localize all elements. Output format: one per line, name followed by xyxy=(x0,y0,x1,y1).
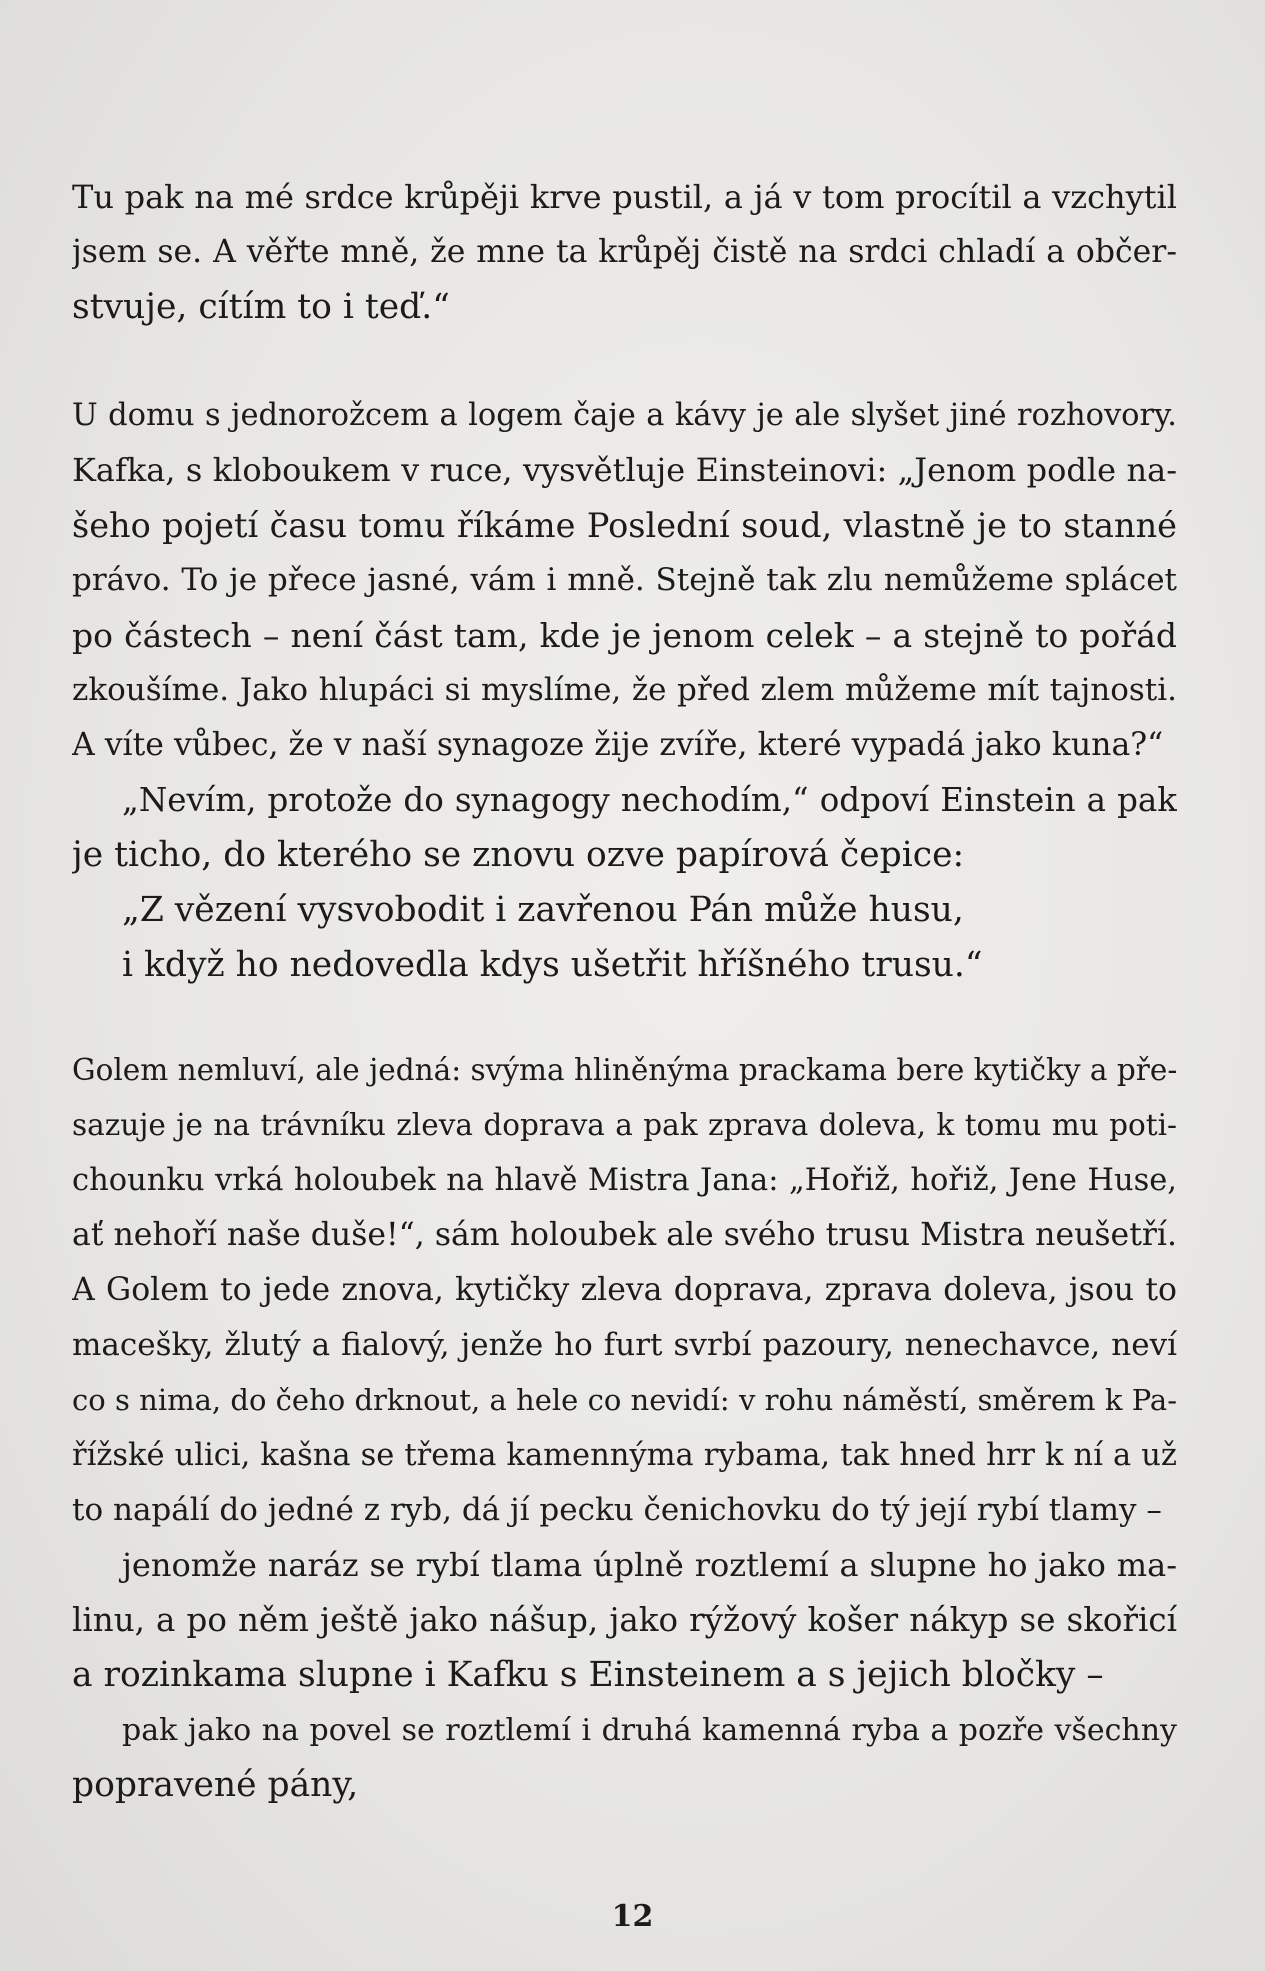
text-line: po částech – není část tam, kde je jenom celek – a stejně to pořád xyxy=(72,616,1177,655)
text-line: stvuje, cítím to i teď.“ xyxy=(72,287,450,327)
text-line: linu, a po něm ještě jako nášup, jako rýžový košer nákyp se skořicí xyxy=(72,1601,1177,1639)
text-line: jsem se. A věřte mně, že mne ta krůpěj čistě na srdci chladí a občer- xyxy=(72,234,1177,270)
text-line: chounku vrká holoubek na hlavě Mistra Jana: „Hořiž, hořiž, Jene Huse, xyxy=(72,1163,1177,1198)
text-line: sazuje je na trávníku zleva doprava a pak zprava doleva, k tomu mu poti- xyxy=(72,1108,1177,1142)
text-line: U domu s jednorožcem a logem čaje a kávy je ale slyšet jiné rozhovory. xyxy=(72,398,1177,433)
text-line: to napálí do jedné z ryb, dá jí pecku čenichovku do tý její rybí tlamy – xyxy=(72,1492,1162,1528)
text-line: právo. To je přece jasné, vám i mně. Stejně tak zlu nemůžeme splácet xyxy=(72,562,1177,598)
text-line: řížské ulici, kašna se třema kamennýma rybama, tak hned hrr k ní a už xyxy=(72,1438,1177,1473)
text-line: A Golem to jede znova, kytičky zleva doprava, zprava doleva, jsou to xyxy=(72,1272,1177,1308)
text-line: a rozinkama slupne i Kafku s Einsteinem a s jejich bločky – xyxy=(72,1655,1104,1695)
text-line: Kafka, s kloboukem v ruce, vysvětluje Einsteinovi: „Jenom podle na- xyxy=(72,451,1177,489)
verse-line: „Z vězení vysvobodit i zavřenou Pán může husu, xyxy=(122,890,964,930)
paragraph xyxy=(72,1043,1177,1813)
text-line: Golem nemluví, ale jedná: svýma hliněnýma prackama bere kytičky a pře- xyxy=(72,1053,1177,1087)
text-line: popravené pány, xyxy=(72,1765,359,1805)
text-line: pak jako na povel se roztlemí i druhá kamenná ryba a pozře všechny xyxy=(122,1713,1177,1748)
text-line: „Nevím, protože do synagogy nechodím,“ odpoví Einstein a pak xyxy=(122,781,1177,819)
verse-line: i když ho nedovedla kdys ušetřit hříšného trusu.“ xyxy=(122,945,983,985)
text-line: zkoušíme. Jako hlupáci si myslíme, že před zlem můžeme mít tajnosti. xyxy=(72,672,1177,708)
paragraph xyxy=(72,170,1177,335)
text-line: co s nima, do čeho drknout, a hele co nevidí: v rohu náměstí, směrem k Pa- xyxy=(72,1383,1177,1417)
text-line: Tu pak na mé srdce krůpěji krve pustil, a já v tom procítil a vzchytil xyxy=(72,178,1177,216)
page-number: 12 xyxy=(611,1899,654,1934)
text-line: je ticho, do kterého se znovu ozve papírová čepice: xyxy=(72,835,965,875)
text-line: macešky, žlutý a fialový, jenže ho furt svrbí pazoury, nenechavce, neví xyxy=(72,1327,1177,1363)
text-line: A víte vůbec, že v naší synagoze žije zvíře, které vypadá jako kuna?“ xyxy=(72,727,1164,763)
paragraph xyxy=(72,388,1177,993)
text-line: jenomže naráz se rybí tlama úplně roztlemí a slupne ho jako ma- xyxy=(122,1546,1177,1584)
text-line: ať nehoří naše duše!“, sám holoubek ale svého trusu Mistra neušetří. xyxy=(72,1217,1177,1253)
text-line: šeho pojetí času tomu říkáme Poslední soud, vlastně je to stanné xyxy=(72,506,1177,545)
